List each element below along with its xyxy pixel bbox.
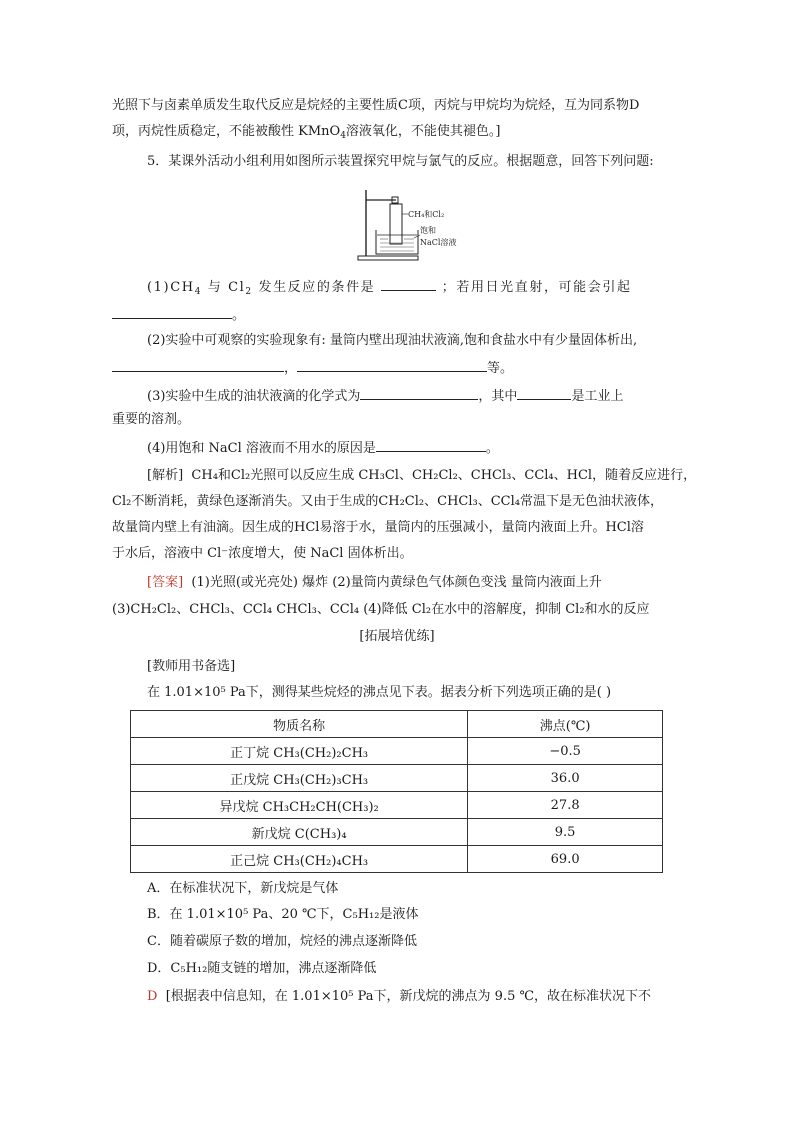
sub-question-1-cont: 。 bbox=[112, 304, 245, 326]
answer-line-1: [答案] (1)光照(或光亮处) 爆炸 (2)量筒内黄绿色气体颜色变浅 量筒内液面上升 bbox=[147, 575, 602, 590]
sub-question-1: $(1)CH_4$ 与 $Cl_2$ 发生反应的条件是 ；若用日光直射，可能会引起 bbox=[147, 276, 632, 298]
sub-question-2-cont: ， 等。 bbox=[112, 357, 513, 379]
answer-blank-1[interactable] bbox=[381, 276, 436, 291]
carryover-line-2: 项，丙烷性质稳定，不能被酸性 KMnO$_4$溶液氧化，不能使其褪色。] bbox=[112, 124, 501, 141]
sub-question-2: (2)实验中可观察的实验现象有: 量筒内壁出现油状液滴,饱和食盐水中有少量固体析出, bbox=[147, 333, 638, 348]
question-5-stem: 5．某课外活动小组利用如图所示装置探究甲烷与氯气的反应。根据题意，回答下列问题: bbox=[147, 154, 654, 169]
analysis-line-2: Cl₂不断消耗，黄绿色逐渐消失。又由于生成的CH₂Cl₂、CHCl₃、CCl₄常温下是无色油状液体， bbox=[112, 494, 663, 509]
table-row bbox=[131, 792, 663, 819]
analysis-line-4: 于水后，溶液中 Cl⁻浓度增大，使 NaCl 固体析出。 bbox=[112, 546, 413, 561]
table-row bbox=[131, 846, 663, 873]
cell-substance: 正戊烷 CH₃(CH₂)₃CH₃ bbox=[131, 765, 468, 792]
sub-question-3: (3)实验中生成的油状液滴的化学式为 ，其中 是工业上 bbox=[147, 385, 623, 407]
cell-substance: 正丁烷 CH₃(CH₂)₂CH₃ bbox=[131, 738, 468, 765]
cell-boiling-point: 27.8 bbox=[468, 792, 663, 819]
option-c: C．随着碳原子数的增加，烷烃的沸点逐渐降低 bbox=[147, 934, 417, 949]
header-boiling-point: 沸点(℃) bbox=[468, 711, 663, 738]
cell-substance: 新戊烷 C(CH₃)₄ bbox=[131, 819, 468, 846]
label-solution-1: 饱和 bbox=[420, 226, 436, 235]
table-row bbox=[131, 819, 663, 846]
header-substance: 物质名称 bbox=[131, 711, 468, 738]
section-title: [拓展培优练] bbox=[359, 629, 435, 644]
table-header-row bbox=[131, 711, 663, 738]
boiling-point-table bbox=[130, 710, 663, 873]
teacher-note: [教师用书备选] bbox=[147, 659, 236, 674]
option-a: A．在标准状况下，新戊烷是气体 bbox=[147, 881, 339, 896]
option-b: B．在 1.01×10⁵ Pa、20 ℃下，C₅H₁₂是液体 bbox=[147, 907, 419, 922]
answer-letter: D bbox=[147, 989, 158, 1004]
answer-blank-5[interactable] bbox=[360, 385, 478, 400]
question-stem: 在 1.01×10⁵ Pa下，测得某些烷烃的沸点见下表。据表分析下列选项正确的是( ) bbox=[147, 685, 612, 700]
cell-boiling-point: −0.5 bbox=[468, 738, 663, 765]
table-row bbox=[131, 765, 663, 792]
analysis-line-1: [解析] CH₄和Cl₂光照可以反应生成 CH₃Cl、CH₂Cl₂、CHCl₃、CCl₄、HCl，随着反应进行， bbox=[147, 468, 697, 483]
sub-question-3-cont: 重要的溶剂。 bbox=[112, 412, 191, 427]
label-gas: CH₄和Cl₂ bbox=[408, 210, 445, 219]
answer-explanation: D [根据表中信息知，在 1.01×10⁵ Pa下，新戊烷的沸点为 9.5 ℃，故在标准状况下不 bbox=[147, 989, 652, 1004]
cell-substance: 正己烷 CH₃(CH₂)₄CH₃ bbox=[131, 846, 468, 873]
answer-blank-2[interactable] bbox=[112, 304, 232, 319]
option-d: D．C₅H₁₂随支链的增加，沸点逐渐降低 bbox=[147, 961, 377, 976]
cell-substance: 异戊烷 CH₃CH₂CH(CH₃)₂ bbox=[131, 792, 468, 819]
cell-boiling-point: 69.0 bbox=[468, 846, 663, 873]
sub-question-4: (4)用饱和 NaCl 溶液而不用水的原因是 。 bbox=[147, 437, 499, 459]
label-solution-2: NaCl溶液 bbox=[420, 238, 457, 247]
answer-blank-3[interactable] bbox=[112, 357, 284, 372]
answer-blank-4[interactable] bbox=[297, 357, 487, 372]
answer-blank-6[interactable] bbox=[517, 385, 571, 400]
carryover-line-1: 光照下与卤素单质发生取代反应是烷烃的主要性质C项，丙烷与甲烷均为烷烃，互为同系物D bbox=[112, 98, 640, 113]
answer-line-2: (3)CH₂Cl₂、CHCl₃、CCl₄ CHCl₃、CCl₄ (4)降低 Cl₂在水中的溶解度，抑制 Cl₂和水的反应 bbox=[112, 602, 650, 617]
table-row bbox=[131, 738, 663, 765]
cell-boiling-point: 9.5 bbox=[468, 819, 663, 846]
apparatus-figure bbox=[356, 188, 466, 262]
analysis-line-3: 故量筒内壁上有油滴。因生成的HCl易溶于水，量筒内的压强减小，量筒内液面上升。HCl溶 bbox=[112, 520, 644, 535]
answer-blank-7[interactable] bbox=[376, 437, 486, 452]
cell-boiling-point: 36.0 bbox=[468, 765, 663, 792]
